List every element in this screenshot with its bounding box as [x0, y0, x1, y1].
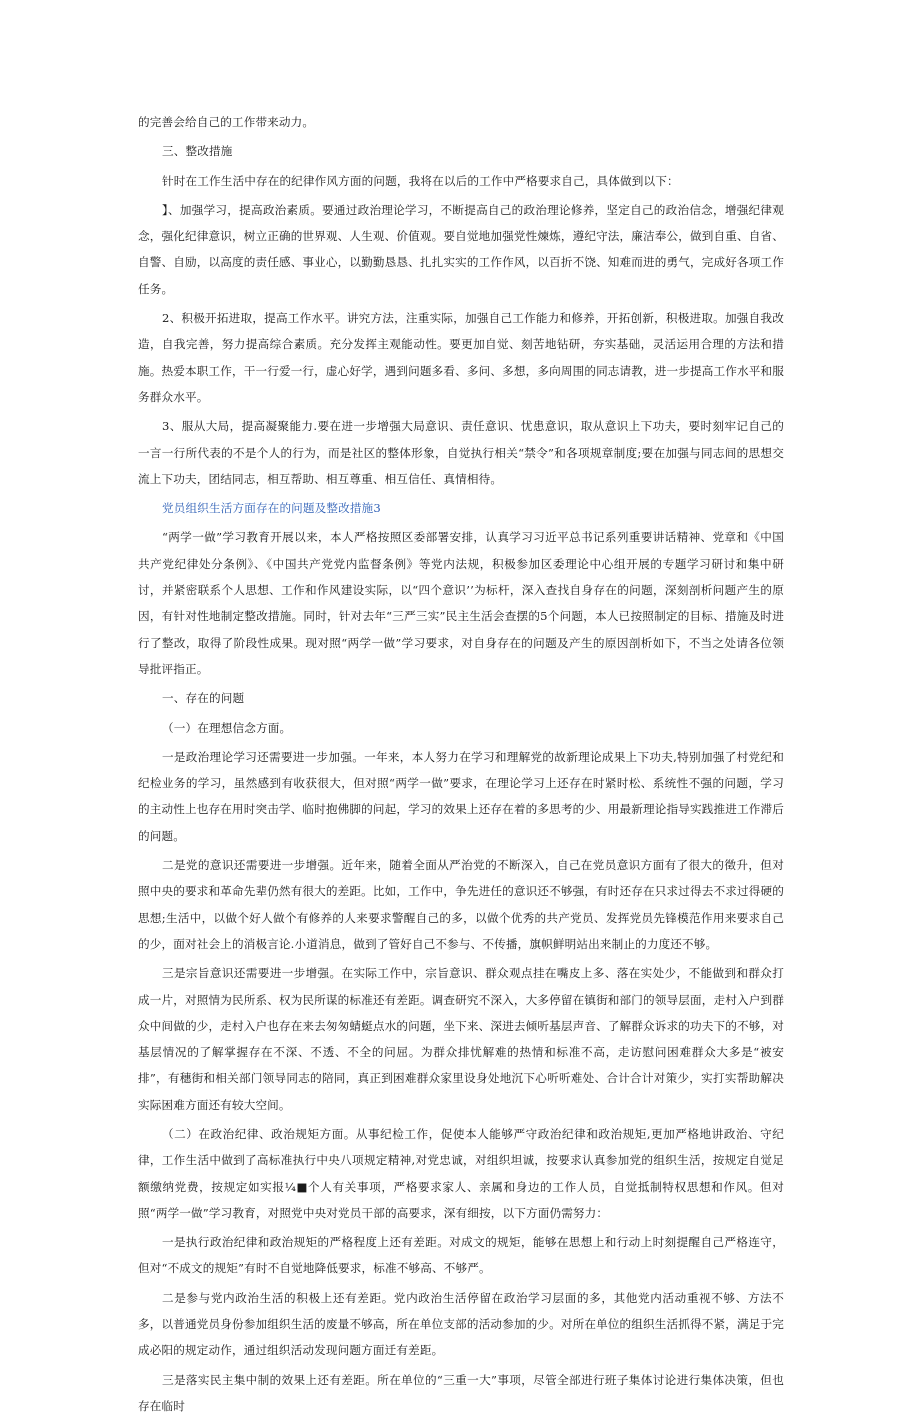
paragraph: （二）在政治纪律、政治规矩方面。从事纪检工作，促使本人能够严守政治纪律和政治规矩,更加严格地讲政治、守纪律，工作生活中做到了高标准执行中央八项规定精神,对党忠诚，对组织坦诚，按要求认真参加党的组织生活，按规定自觉足额缴纳党费，按规定如实报¼■个人有关事项，严格要求家人、亲属和身边的工作人员，自觉抵制特权思想和作风。但对照“两学一做”学习教育，对照党中央对党员干部的高要求，深有细按，以下方面仍需努力：	[138, 1126, 784, 1220]
section-heading-problems: 一、存在的问题	[162, 691, 245, 706]
paragraph: 二是参与党内政治生活的积极上还有差距。党内政治生活停留在政治学习层面的多，其他党内活动重视不够、方法不多，以普通党员身份参加组织生活的废量不够高，所在单位支部的活动参加的少。对所在单位的组织生活抓得不紧，满足于完成必阳的规定动作，通过组织活动发现问题方面迁有差距。	[138, 1290, 784, 1358]
paragraph: 一是政治理论学习还需要进一步加强。一年来，本人努力在学习和理解党的故新理论成果上下功夫,特别加强了村党纪和纪检业务的学习，虽然感到有收获很大，但对照“两学一做”要求，在理论学习上还存在时紧时松、系统性不强的问题，学习的主动性上也存在用时突击学、临时抱佛脚的问起，学习的效果上还存在着的多思考的少、用最新理论指导实践推进工作滞后的问题。	[138, 749, 784, 843]
paragraph: 2、积极开拓进取，提高工作水平。讲究方法，注重实际，加强自己工作能力和修养，开拓创新，积极进取。加强自我改造，自我完善，努力提高综合素质。充分发挥主观能动性。要更加自觉、刻苦地钻研，夯实基础，灵活运用合理的方法和措施。热爱本职工作，干一行爱一行，虚心好学，遇到问题多看、多问、多想，多向周围的同志请教，进一步提高工作水平和服务群众水平。	[138, 311, 784, 404]
paragraph-intro-continuation: 的完善会给自己的工作带来动力。	[138, 115, 315, 129]
paragraph: 一是执行政治纪律和政治规矩的严格程度上还有差距。对成文的规矩，能够在思想上和行动上时刻提醒自己严格连守，但对“不成文的规矩”有时不自觉地降低要求，标准不够高、不够严。	[138, 1235, 784, 1276]
section-heading-rectification: 三、整改措施	[162, 144, 233, 159]
paragraph: 二是党的意识还需要进一步增强。近年来，随着全面从严治党的不断深入，自己在党员意识方面有了很大的徵升，但对照中央的要求和革命先辈仍然有很大的差距。比如，工作中，争先进任的意识还不够强，有时还存在只求过得去不求过得硬的思想;生活中，以做个好人做个有修养的人来要求警醒自己的多，以做个优秀的共产党员、发挥党员先锋模范作用来要求自己的少，面对社会上的消极言论.小道消息，做到了管好自己不参与、不传播，旗帜鲜明站出来制止的力度还不够。	[138, 858, 784, 951]
document-body	[138, 109, 784, 1419]
article-title: 党员组织生活方面存在的问题及整改措施3	[162, 501, 381, 516]
paragraph: 三是落实民主集中制的效果上还有差距。所在单位的“三重一大”事项，尽管全部进行班子集体讨论进行集体决策，但也存在临时	[138, 1372, 784, 1413]
paragraph: 三是宗旨意识还需要进一步增强。在实际工作中，宗旨意识、群众观点挂在嘴皮上多、落在实处少，不能做到和群众打成一片，对照情为民所系、权为民所谋的标准还有差距。调查研究不深入，大多停留在镇街和部门的领导层面，走村入户到群众中间做的少，走村入户也存在来去匆匆蜻蜓点水的问题，坐下来、深进去倾听基层声音、了解群众诉求的功夫下的不够，对基层情况的了解掌握存在不深、不透、不全的问屈。为群众排忧解难的热情和标准不高，走访慰问困难群众大多是“被安排”，有穗街和相关部门领导同志的陪同，真正到困难群众家里设身处地沉下心听听难处、合计合计对策少，实打实帮助解决实际困难方面还有较大空间。	[138, 966, 784, 1112]
paragraph: 】、加强学习，提高政治素质。要通过政治理论学习，不断提高自己的政治理论修养，坚定自己的政治信念，增强纪律观念，强化纪律意识，树立正确的世界观、人生观、价值观。要自觉地加强党性煉炼，遵纪守法，廉洁奉公，做到自重、自省、自警、自励，以高度的责任感、事业心，以勤勤恳恳、扎扎实实的工作作风，以百折不饶、知难而进的勇气，完成好各项工作任务。	[138, 202, 784, 296]
paragraph: “两学一做”学习教育开展以来，本人严格按照区委部署安排，认真学习习近平总书记系列重要讲话精神、党章和《中国共产党纪律处分条例》、《中国共产党党内监督条例》等党内法规，积极参加区委理论中心组开展的专题学习研讨和集中研讨，并紧密联系个人思想、工作和作风建设实际，以“四个意识’’为标杆，深入查找自身存在的问题，深刻剖析问题产生的原因，有针对性地制定整改措施。同时，针对去年“三严三实”民主生活会查摆的5个问题，本人已按照制定的目标、措施及时进行了整改，取得了阶段性成果。现对照“两学一做”学习要求，对自身存在的问题及产生的原因剖析如下，不当之处请各位领导批评指正。	[138, 530, 784, 676]
paragraph: 3、服从大局，提高凝聚能力.要在进一步增强大局意识、责任意识、忧患意识，取从意识上下功夫，要时刻牢记自己的一言一行所代表的不是个人的行为，而是社区的整体形象，自觉执行相关“禁令”和各项规章制度;要在加强与同志间的思想交流上下功夫，团结同志，相互帮助、相互尊重、相互信任、真情相待。	[138, 419, 784, 486]
subsection-heading: （一）在理想信念方面。	[162, 720, 292, 735]
paragraph: 针时在工作生活中存在的纪律作风方面的问题，我将在以后的工作中严格要求自己，具体做到以下：	[162, 173, 679, 188]
